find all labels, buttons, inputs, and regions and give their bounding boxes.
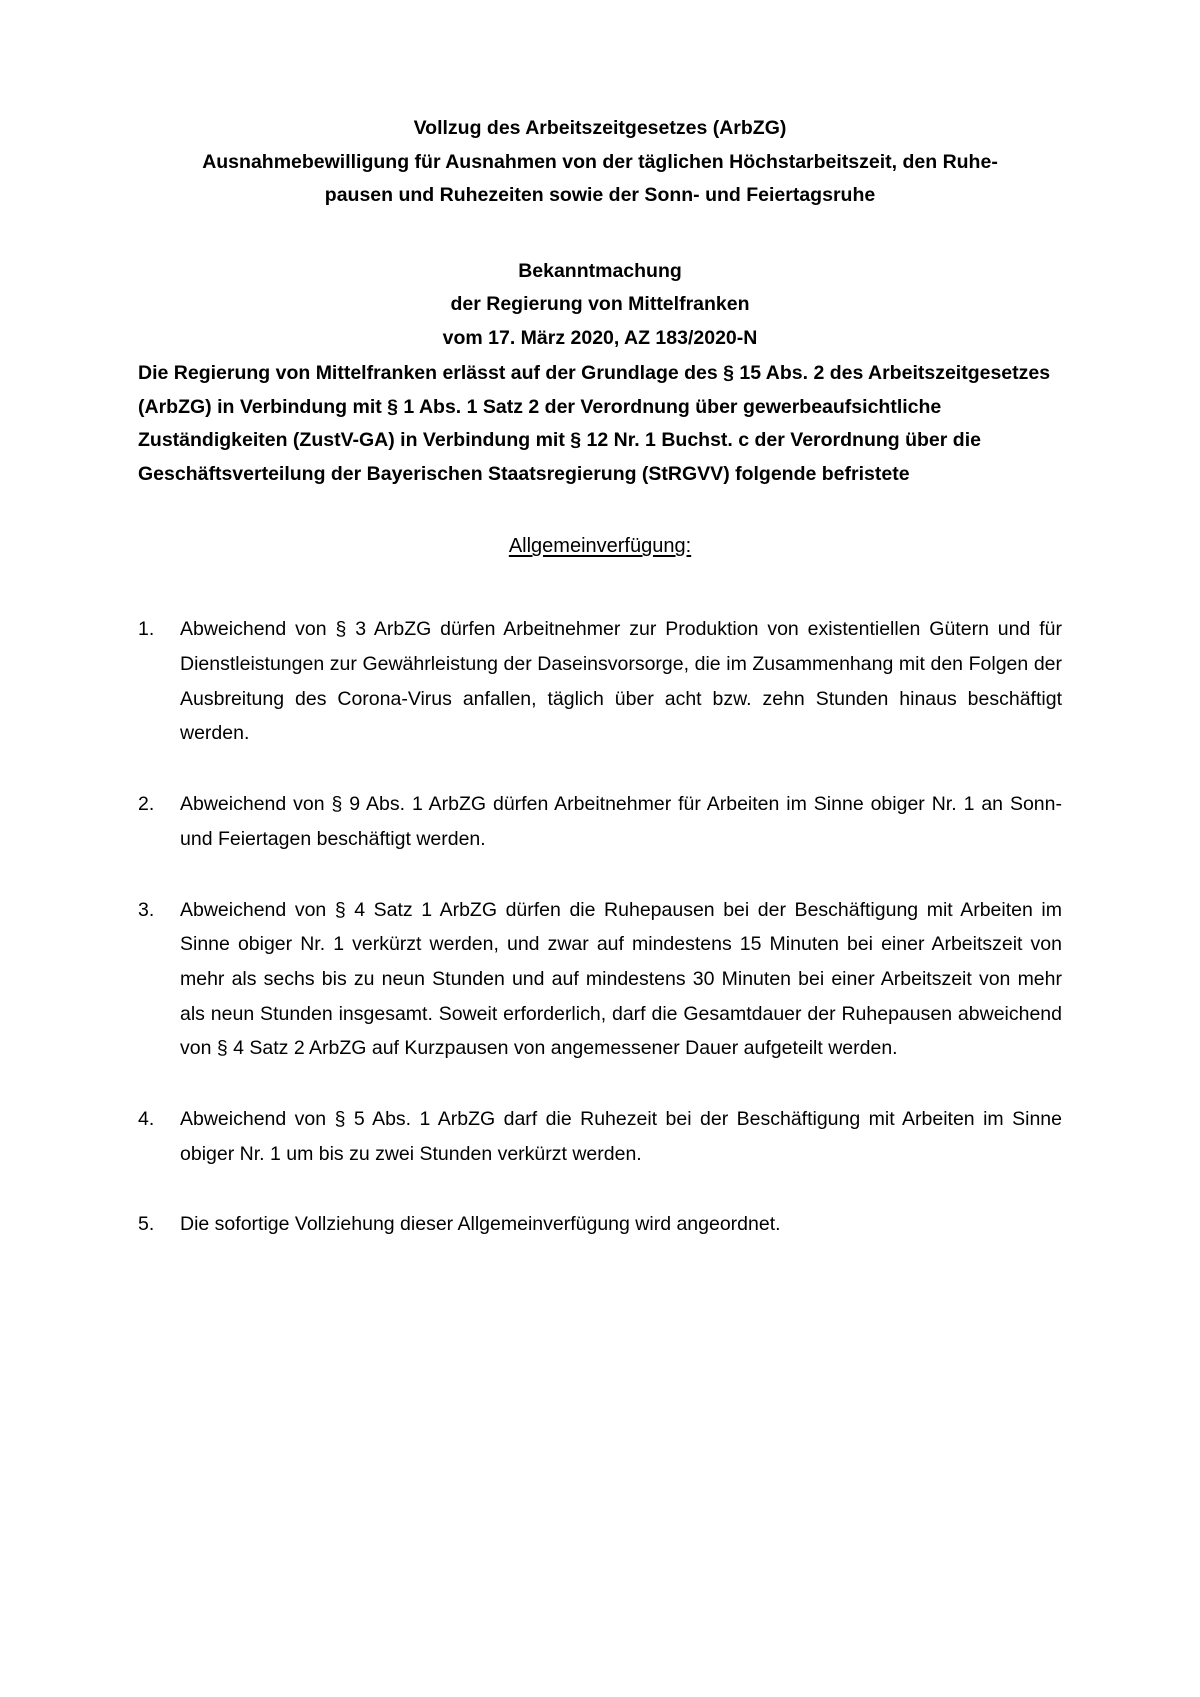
- list-item-number: 1.: [138, 618, 155, 641]
- document-title: [138, 112, 1062, 213]
- list-item: [138, 787, 1062, 856]
- list-item-number: 5.: [138, 1213, 155, 1236]
- section-heading-text: Allgemeinverfügung:: [508, 535, 692, 558]
- list-item: [138, 1102, 1062, 1171]
- title-line-2: Ausnahmebewilligung für Ausnahmen von der täglichen Höchstarbeitszeit, den Ruhe-: [202, 150, 998, 173]
- list-item-text: Abweichend von § 3 ArbZG dürfen Arbeitnehmer zur Produktion von existentiellen Gütern und für Dienstleistungen zur Gewährleistung der Daseinsvorsorge, die im Zusammenhang mit den Folgen der Ausbreitung des Corona-Virus anfallen, täglich über acht bzw. zehn Stunden hinaus beschäftigt werden.: [180, 618, 1062, 745]
- title-line-1: Vollzug des Arbeitszeitgesetzes (ArbZG): [413, 117, 787, 139]
- numbered-items-list: [138, 612, 1062, 1242]
- document-subtitle: [138, 255, 1062, 356]
- list-item: [138, 1207, 1062, 1242]
- subtitle-line-3: vom 17. März 2020, AZ 183/2020-N: [442, 326, 758, 349]
- spacer-title-subtitle: [138, 213, 1062, 255]
- list-item-text: Abweichend von § 5 Abs. 1 ArbZG darf die Ruhezeit bei der Beschäftigung mit Arbeiten im Sinne obiger Nr. 1 um bis zu zwei Stunden verkürzt werden.: [180, 1108, 1062, 1165]
- list-item-text: Die sofortige Vollziehung dieser Allgemeinverfügung wird angeordnet.: [180, 1213, 781, 1236]
- section-heading: [138, 535, 1062, 558]
- list-item-number: 3.: [138, 898, 155, 921]
- list-item: [138, 893, 1062, 1067]
- subtitle-line-1: Bekanntmachung: [518, 259, 682, 282]
- list-item-number: 2.: [138, 793, 155, 816]
- list-item-text: Abweichend von § 9 Abs. 1 ArbZG dürfen Arbeitnehmer für Arbeiten im Sinne obiger Nr. 1 an Sonn- und Feiertagen beschäftigt werden.: [180, 793, 1062, 850]
- list-item-number: 4.: [138, 1108, 155, 1131]
- intro-paragraph: Die Regierung von Mittelfranken erlässt auf der Grundlage des § 15 Abs. 2 des Arbeitszeitgesetzes (ArbZG) in Verbindung mit § 1 Abs. 1 Satz 2 der Verordnung über gewerbeaufsichtliche Zuständigkeiten (ZustV-GA) in Verbindung mit § 12 Nr. 1 Buchst. c der Verordnung über die Geschäftsverteilung der Bayerischen Staatsregierung (StRGVV) folgende befristete: [138, 362, 1051, 485]
- title-line-3: pausen und Ruhezeiten sowie der Sonn- und Feiertagsruhe: [324, 184, 876, 207]
- list-item: [138, 612, 1062, 751]
- intro-paragraph-block: [138, 357, 1062, 491]
- list-item-text: Abweichend von § 4 Satz 1 ArbZG dürfen die Ruhepausen bei der Beschäftigung mit Arbeiten im Sinne obiger Nr. 1 verkürzt werden, und zwar auf mindestens 15 Minuten bei einer Arbeitszeit von mehr als sechs bis zu neun Stunden und auf mindestens 30 Minuten bei einer Arbeitszeit von mehr als neun Stunden insgesamt. Soweit erforderlich, darf die Gesamtdauer der Ruhepausen abweichend von § 4 Satz 2 ArbZG auf Kurzpausen von angemessener Dauer aufgeteilt werden.: [180, 898, 1062, 1060]
- subtitle-line-2: der Regierung von Mittelfranken: [450, 293, 750, 316]
